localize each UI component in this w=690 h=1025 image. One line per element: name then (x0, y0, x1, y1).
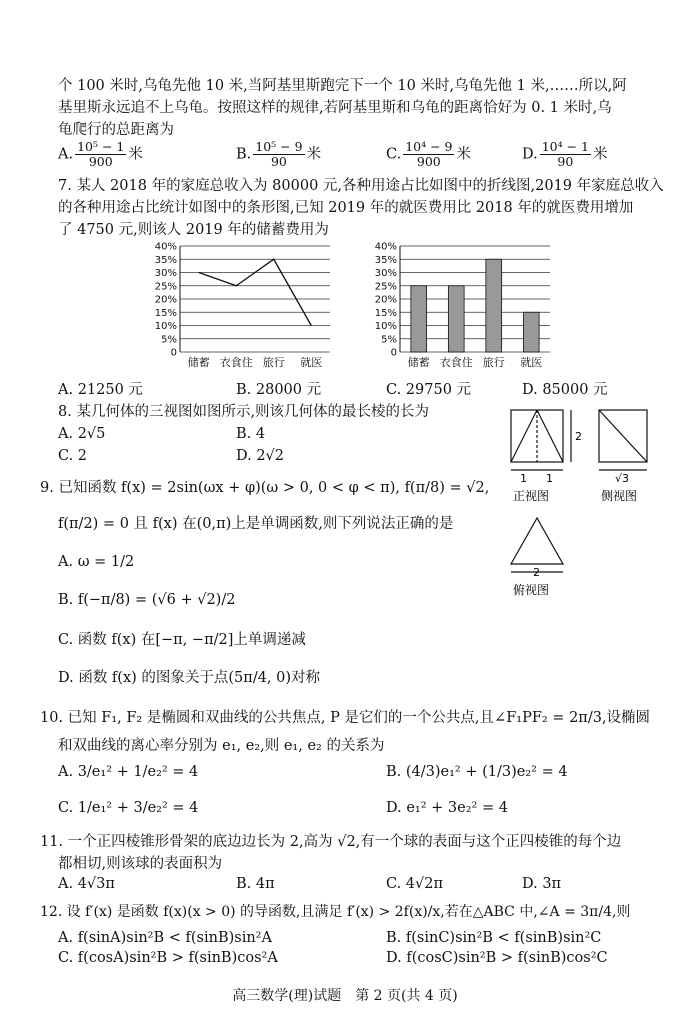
y-tick-label: 15% (374, 307, 397, 319)
y-tick-label: 20% (374, 294, 397, 306)
side-dim-width: √3 (615, 472, 630, 485)
q7-option-a: A. 21250 元 (58, 382, 143, 398)
q11-option-c: C. 4√2π (386, 876, 444, 892)
q6-option-d: D. $\frac{\text{10⁴ − 1}}{90}$ 米 (522, 139, 608, 169)
y-tick-label: 35% (374, 254, 397, 266)
q8-option-d: D. 2√2 (236, 448, 285, 464)
y-tick-label: 5% (161, 334, 177, 346)
q9-option-b: B. f(−π/8) = (√6 + √2)/2 (58, 592, 236, 608)
top-view (511, 518, 563, 572)
q10-option-a: A. 3/e₁² + 1/e₂² = 4 (58, 764, 199, 780)
bar-chart-svg (360, 238, 560, 373)
x-tick-label: 旅行 (262, 356, 285, 369)
side-view-diagonal (599, 410, 647, 462)
q11-option-b: B. 4π (236, 876, 275, 892)
x-tick-label: 储蓄 (407, 356, 430, 369)
q7-line-1: 7. 某人 2018 年的家庭总收入为 80000 元,各种用途占比如图中的折线图,2019 年家庭总收入 (58, 178, 664, 194)
q7-option-d: D. 85000 元 (522, 382, 608, 398)
q7-option-b: B. 28000 元 (236, 382, 322, 398)
y-tick-label: 30% (154, 268, 177, 279)
q10-line-1: 10. 已知 F₁, F₂ 是椭圆和双曲线的公共焦点, P 是它们的一个公共点,且∠F₁PF₂ = 2π/3,设椭圆 (40, 710, 651, 726)
y-tick-label: 35% (154, 254, 177, 266)
q9-line-1: 9. 已知函数 f(x) = 2sin(ωx + φ)(ω > 0, 0 < φ < π), f(π/8) = √2, (40, 480, 490, 496)
top-dim-width: 2 (533, 566, 540, 579)
line-chart (140, 238, 340, 377)
bar (411, 286, 427, 352)
y-tick-label: 20% (154, 294, 177, 306)
q9-option-c: C. 函数 f(x) 在[−π, −π/2]上单调递减 (58, 632, 306, 648)
q8-stem: 8. 某几何体的三视图如图所示,则该几何体的最长棱的长为 (58, 404, 430, 420)
q8-option-a: A. 2√5 (58, 426, 106, 442)
x-tick-label: 储蓄 (187, 356, 210, 369)
x-tick-label: 衣食住 (219, 356, 253, 369)
line-chart-svg (140, 238, 340, 373)
q9-option-a: A. ω = 1/2 (58, 554, 135, 570)
q12-option-a: A. f(sinA)sin²B < f(sinB)sin²A (58, 930, 272, 946)
q11-line-2: 都相切,则该球的表面积为 (58, 856, 223, 872)
q12-option-b: B. f(sinC)sin²B < f(sinB)sin²C (386, 930, 602, 946)
front-view-label: 正视图 (513, 489, 550, 503)
q12-option-c: C. f(cosA)sin²B > f(sinB)cos²A (58, 950, 278, 966)
x-tick-label: 衣食住 (439, 356, 473, 369)
three-view-svg (495, 400, 670, 600)
x-tick-label: 就医 (520, 356, 543, 369)
q10-option-d: D. e₁² + 3e₂² = 4 (386, 800, 508, 816)
q6-line-2: 基里斯永远追不上乌龟。按照这样的规律,若阿基里斯和乌龟的距离恰好为 0. 1 米时,乌 (58, 100, 612, 116)
y-tick-label: 5% (381, 334, 397, 346)
bar (448, 286, 464, 352)
y-tick-label: 25% (154, 281, 177, 293)
bar (486, 259, 502, 352)
front-view-edge-right (537, 410, 563, 462)
y-tick-label: 40% (154, 241, 177, 253)
q6-line-3: 龟爬行的总距离为 (58, 122, 174, 138)
q9-line-2: f(π/2) = 0 且 f(x) 在(0,π)上是单调函数,则下列说法正确的是 (58, 516, 454, 532)
q7-line-3: 了 4750 元,则该人 2019 年的储蓄费用为 (58, 222, 329, 238)
q6-option-c: C. $\frac{\text{10⁴ − 9}}{900}$ 米 (386, 139, 471, 169)
q7-option-c: C. 29750 元 (386, 382, 472, 398)
q8-option-b: B. 4 (236, 426, 266, 442)
q12-line-1: 12. 设 f′(x) 是函数 f(x)(x > 0) 的导函数,且满足 f′(x) > 2f(x)/x,若在△ABC 中,∠A = 3π/4,则 (40, 904, 631, 920)
y-tick-label: 25% (374, 281, 397, 293)
line-series (199, 259, 312, 325)
q8-option-c: C. 2 (58, 448, 88, 464)
y-tick-label: 0 (390, 347, 397, 359)
top-view-label: 俯视图 (513, 583, 550, 597)
top-view-triangle (511, 518, 563, 564)
front-dim-left: 1 (520, 472, 527, 485)
q6-option-a: A. $\frac{\text{10⁵ − 1}}{900}$ 米 (58, 139, 143, 169)
q6-option-b: B. $\frac{\text{10⁵ − 9}}{90}$ 米 (236, 139, 322, 169)
q11-line-1: 11. 一个正四棱锥形骨架的底边边长为 2,高为 √2,有一个球的表面与这个正四棱锥的每个边 (40, 834, 622, 850)
page-footer: 高三数学(理)试题 第 2 页(共 4 页) (232, 988, 458, 1004)
bar-chart (360, 238, 560, 377)
q10-line-2: 和双曲线的离心率分别为 e₁, e₂,则 e₁, e₂ 的关系为 (58, 738, 385, 754)
y-tick-label: 10% (374, 321, 397, 332)
side-view (599, 410, 647, 470)
q7-line-2: 的各种用途占比统计如图中的条形图,已知 2019 年的就医费用比 2018 年的就医费用增加 (58, 200, 634, 216)
front-view-edge-left (511, 410, 537, 462)
front-view (511, 410, 571, 470)
y-tick-label: 10% (154, 321, 177, 332)
y-tick-label: 40% (374, 241, 397, 253)
y-tick-label: 15% (154, 307, 177, 319)
y-tick-label: 0 (170, 347, 177, 359)
q12-option-d: D. f(cosC)sin²B > f(sinB)cos²C (386, 950, 608, 966)
q11-option-d: D. 3π (522, 876, 562, 892)
q6-line-1: 个 100 米时,乌龟先他 10 米,当阿基里斯跑完下一个 10 米时,乌龟先他 1 米,……所以,阿 (58, 78, 627, 94)
front-dim-height: 2 (575, 430, 582, 443)
q9-option-d: D. 函数 f(x) 的图象关于点(5π/4, 0)对称 (58, 670, 321, 686)
front-dim-right: 1 (546, 472, 553, 485)
q10-option-b: B. (4/3)e₁² + (1/3)e₂² = 4 (386, 764, 568, 780)
q10-option-c: C. 1/e₁² + 3/e₂² = 4 (58, 800, 199, 816)
x-tick-label: 旅行 (482, 356, 505, 369)
bar (523, 312, 539, 352)
q11-option-a: A. 4√3π (58, 876, 115, 892)
side-view-label: 侧视图 (601, 489, 638, 503)
y-tick-label: 30% (374, 268, 397, 279)
x-tick-label: 就医 (300, 356, 323, 369)
three-view-figure (495, 400, 670, 604)
